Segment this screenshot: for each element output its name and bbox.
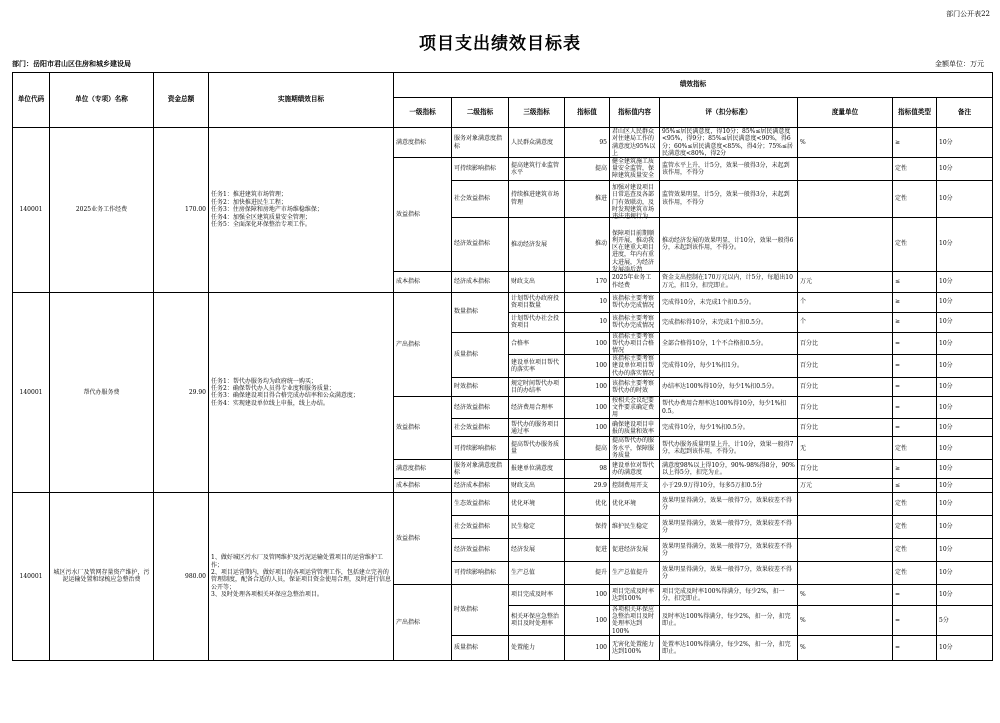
indicator-value: 保持 <box>565 516 610 539</box>
indicator-content-text: 各项相关环保应急整治项目及时处理率达到100% <box>612 606 655 635</box>
measure-unit: 百分比 <box>798 377 893 396</box>
indicator-content <box>610 479 660 493</box>
goal-task-item: 任务2：确保帮代办人员得专业度和服务质量； <box>211 384 335 392</box>
level3-indicator-text: 帮代办的服务项目通过率 <box>511 420 560 435</box>
measure-unit: 百分比 <box>798 355 893 378</box>
value-type: ≥ <box>893 292 937 312</box>
level3-indicator <box>509 355 565 378</box>
scoring-standard <box>660 396 798 419</box>
level2-indicator: 时效指标 <box>452 377 509 396</box>
scoring-standard <box>660 479 798 493</box>
level3-indicator <box>509 516 565 539</box>
level3-indicator-text: 处置能力 <box>511 644 536 652</box>
measure-unit <box>798 158 893 181</box>
header-row <box>13 73 993 98</box>
indicator-value: 推进 <box>565 180 610 217</box>
table-row <box>13 292 993 312</box>
scoring-standard-text: 处置率达100%得满分，每少2%，扣一分，扣完即止。 <box>662 640 791 655</box>
scoring-standard <box>660 377 798 396</box>
indicator-value: 10 <box>565 292 610 312</box>
table-row <box>13 128 993 158</box>
scoring-standard <box>660 158 798 181</box>
scoring-standard <box>660 539 798 562</box>
level3-indicator <box>509 292 565 312</box>
value-type: 定性 <box>893 180 937 217</box>
level3-indicator <box>509 562 565 585</box>
level3-indicator <box>509 377 565 396</box>
level3-indicator-text: 人民群众满意度 <box>511 138 554 146</box>
goal-tasks <box>209 292 394 492</box>
remark: 10分 <box>937 493 993 516</box>
goal-task-item: 1、做好城区污水厂及管网维护及污泥运输处置项目的运营维护工作； <box>211 554 383 569</box>
total-funds: 170.00 <box>154 128 209 293</box>
scoring-standard-text: 效果明显得满分，效果一般得7分，效果较差不得分 <box>662 565 792 581</box>
indicator-value: 100 <box>565 396 610 419</box>
scoring-standard-text: 完成得10分，每少1%扣1分。 <box>662 362 743 370</box>
indicator-content <box>610 377 660 396</box>
measure-unit <box>798 493 893 516</box>
level1-indicator: 产出指标 <box>394 585 452 661</box>
indicator-content-text: 该指标主要考察帮代办完成情况 <box>612 294 655 310</box>
level3-indicator-text: 推动经济发展 <box>511 240 548 248</box>
scoring-standard <box>660 419 798 437</box>
page-title: 项目支出绩效目标表 <box>419 34 581 54</box>
indicator-content-text: 项目完成及时率达到100% <box>612 587 655 603</box>
value-type: 定性 <box>893 539 937 562</box>
unit-code: 140001 <box>13 292 50 492</box>
indicator-content <box>610 180 660 221</box>
scoring-standard-text: 完成指标得10分，未完成1个扣0.5分。 <box>662 318 767 326</box>
level2-indicator: 社会效益指标 <box>452 180 509 217</box>
indicator-content-text: 该指标主要考察帮代办项目合格情况 <box>612 332 655 355</box>
scoring-standard-text: 资金支出控制在170万元以内，计5分，每超出10万元，扣1分，扣完即止。 <box>662 274 793 289</box>
scoring-standard <box>660 217 798 271</box>
value-type: 定性 <box>893 437 937 460</box>
scoring-standard-text: 及时率达100%得满分，每少2%，扣一分，扣完即止。 <box>662 613 791 628</box>
level3-indicator <box>509 437 565 460</box>
measure-unit: % <box>798 635 893 660</box>
level3-indicator <box>509 158 565 181</box>
value-type: ≤ <box>893 479 937 493</box>
scoring-standard <box>660 332 798 355</box>
indicator-value: 提高 <box>565 158 610 181</box>
level3-indicator-text: 提高帮代办服务质量 <box>511 441 560 456</box>
goal-task-item: 任务1：推进建筑市场管理； <box>211 191 287 199</box>
scoring-standard-text: 完成得10分，未完成1个扣0.5分。 <box>662 298 755 306</box>
indicator-value: 95 <box>565 128 610 158</box>
indicator-content-text: 2025年业务工作经费 <box>612 274 652 289</box>
level3-indicator <box>509 217 565 271</box>
level1-indicator: 效益指标 <box>394 396 452 459</box>
level3-indicator <box>509 419 565 437</box>
remark: 10分 <box>937 128 993 158</box>
header-value: 指标值 <box>565 98 610 128</box>
indicator-content-text: 加强对建设项目日常巡查及各部门有效联动，及时发现建筑市场违法违规行为 <box>612 184 655 221</box>
indicator-content <box>610 562 660 585</box>
goal-tasks <box>209 128 394 293</box>
remark: 10分 <box>937 271 993 292</box>
level3-indicator-text: 民生稳定 <box>511 523 536 531</box>
value-type: ≤ <box>893 271 937 292</box>
value-type: = <box>893 635 937 660</box>
indicator-value: 98 <box>565 460 610 479</box>
indicator-content <box>610 217 660 271</box>
indicator-value: 促进 <box>565 539 610 562</box>
level2-indicator: 可持续影响指标 <box>452 562 509 585</box>
remark: 10分 <box>937 516 993 539</box>
level1-indicator: 效益指标 <box>394 493 452 585</box>
scoring-standard-text: 项目完成及时率100%得满分，每少2%，扣一分，扣完即止。 <box>662 587 785 603</box>
indicator-content-text: 确保建设项目申报的质量和效率 <box>612 420 655 435</box>
scoring-standard <box>660 562 798 585</box>
measure-unit <box>798 562 893 585</box>
value-type: 定性 <box>893 562 937 585</box>
level2-indicator: 社会效益指标 <box>452 419 509 437</box>
scoring-standard-text: 满意度98%以上得10分，90%-98%得8分，90%以上得5分，扣完为止。 <box>662 461 795 477</box>
indicator-content <box>610 292 660 312</box>
header-level2: 二级指标 <box>452 98 509 128</box>
level2-indicator: 可持续影响指标 <box>452 158 509 181</box>
value-type: = <box>893 396 937 419</box>
indicator-content <box>610 460 660 479</box>
indicator-value: 100 <box>565 355 610 378</box>
goal-task-item: 任务5：全面深化环保整治专项工作。 <box>211 220 311 228</box>
indicator-content <box>610 158 660 181</box>
indicator-value: 100 <box>565 332 610 355</box>
level2-indicator: 质量指标 <box>452 635 509 660</box>
level1-indicator: 产出指标 <box>394 292 452 396</box>
measure-unit: 百分比 <box>798 332 893 355</box>
unit-code: 140001 <box>13 493 50 661</box>
indicator-content <box>610 312 660 332</box>
indicator-content <box>610 606 660 636</box>
remark: 10分 <box>937 217 993 271</box>
scoring-standard <box>660 585 798 606</box>
scoring-standard-text: 效果明显得满分，效果一般得7分，效果较差不得分 <box>662 519 792 535</box>
scoring-standard-text: 效果明显得满分，效果一般得7分，效果较差不得分 <box>662 542 792 558</box>
table-row <box>13 493 993 516</box>
header-total-funds: 资金总额 <box>154 73 209 128</box>
level2-indicator: 经济效益指标 <box>452 396 509 419</box>
indicator-content <box>610 437 660 460</box>
scoring-standard-text: 完成得10分，每少1%扣0.5分。 <box>662 424 749 432</box>
value-type: ≥ <box>893 312 937 332</box>
level3-indicator-text: 财政支出 <box>511 278 536 285</box>
scoring-standard <box>660 355 798 378</box>
value-type: ≥ <box>893 128 937 158</box>
indicator-value: 提升 <box>565 562 610 585</box>
scoring-standard <box>660 493 798 516</box>
level2-indicator: 社会效益指标 <box>452 516 509 539</box>
indicator-content-text: 该指标主要考察帮代办的时效 <box>612 379 655 394</box>
header-scoring: 评（扣分标准） <box>660 98 798 128</box>
indicator-content <box>610 332 660 355</box>
value-type: = <box>893 355 937 378</box>
project-name: 城区污水厂及管网存量资产维护，污泥运输处置和绿梳应急整治费 <box>50 493 154 661</box>
remark: 5分 <box>937 606 993 636</box>
value-type: = <box>893 332 937 355</box>
header-remark: 备注 <box>937 98 993 128</box>
indicator-value: 提高 <box>565 437 610 460</box>
measure-unit: 万元 <box>798 479 893 493</box>
value-type: = <box>893 377 937 396</box>
level3-indicator-text: 提高建筑行业监管水平 <box>511 161 560 176</box>
scoring-standard <box>660 292 798 312</box>
performance-goals-table <box>12 72 993 661</box>
level2-indicator: 经济成本指标 <box>452 479 509 493</box>
indicator-content <box>610 539 660 562</box>
measure-unit <box>798 217 893 271</box>
department-label: 部门：岳阳市君山区住房和城乡建设局 <box>12 59 131 68</box>
level3-indicator <box>509 493 565 516</box>
measure-unit: 无 <box>798 437 893 460</box>
remark: 10分 <box>937 585 993 606</box>
value-type: 定性 <box>893 217 937 271</box>
level2-indicator-text: 服务对象满意度指标 <box>454 135 503 150</box>
scoring-standard-text: 小于29.9万得10分，每多5万扣0.5分 <box>662 481 763 489</box>
level3-indicator <box>509 180 565 217</box>
measure-unit: % <box>798 128 893 158</box>
remark: 10分 <box>937 396 993 419</box>
level3-indicator-text: 计划帮代办社会投资项目 <box>511 314 560 330</box>
indicator-content <box>610 419 660 437</box>
level3-indicator <box>509 396 565 419</box>
indicator-value: 优化 <box>565 493 610 516</box>
page-table-number: 部门公开表22 <box>946 10 990 18</box>
level3-indicator-text: 经济费用合理率 <box>511 404 554 412</box>
level3-indicator <box>509 332 565 355</box>
indicator-content-text: 建设单位对帮代办的满意度 <box>612 461 655 477</box>
level3-indicator-text: 报建单位满意度 <box>511 465 554 473</box>
level3-indicator <box>509 585 565 606</box>
total-funds: 980.00 <box>154 493 209 661</box>
level3-indicator-text: 相关环保应急整治项目及时处理率 <box>511 613 560 628</box>
header-measure: 度量单位 <box>798 98 893 128</box>
scoring-standard-text: 效果明显得满分，效果一般得7分，效果较差不得分 <box>662 496 792 512</box>
value-type: 定性 <box>893 516 937 539</box>
level3-indicator-text: 规定时间帮代办项目的办结率 <box>511 379 560 394</box>
level3-indicator-text: 财政支出 <box>511 481 536 489</box>
value-type: 定性 <box>893 158 937 181</box>
remark: 10分 <box>937 479 993 493</box>
scoring-standard <box>660 271 798 292</box>
indicator-content-text: 该指标主要考察帮代办完成情况 <box>612 314 655 330</box>
indicator-content <box>610 516 660 539</box>
scoring-standard-text: 帮代办费用合理率达100%得10分，每少1%扣0.5。 <box>662 400 787 415</box>
value-type: ≥ <box>893 460 937 479</box>
measure-unit: 百分比 <box>798 419 893 437</box>
level3-indicator <box>509 271 565 292</box>
scoring-standard <box>660 128 798 158</box>
level1-indicator: 效益指标 <box>394 158 452 272</box>
measure-unit: 个 <box>798 292 893 312</box>
header-project-name: 单位（专项）名称 <box>50 73 154 128</box>
indicator-content-text: 保障项目前期顺利开展，推动我区在建重大项目进度，年内有重大进展，为经济发展添后劲 <box>612 229 655 273</box>
scoring-standard <box>660 180 798 217</box>
scoring-standard-text: 95%≤居民满意度，得10分；85%≤居民满意度<95%，得9分；85%≤居民满意度<90%，得6分；60%≤居民满意度<85%，得4分；75%≤居民满意度<80%，得2分 <box>662 128 793 157</box>
header-content: 指标值内容 <box>610 98 660 128</box>
value-type: = <box>893 606 937 636</box>
header-indicators: 绩效指标 <box>394 73 993 98</box>
remark: 10分 <box>937 635 993 660</box>
level3-indicator-text: 建设单位项目帮代的落实率 <box>511 358 560 374</box>
indicator-content-text: 促进经济发展 <box>612 546 649 554</box>
remark: 10分 <box>937 312 993 332</box>
goal-task-item: 任务3：住房保障和房地产市场维稳维保； <box>211 206 323 214</box>
indicator-content <box>610 271 660 292</box>
scoring-standard-text: 监管水平上升，计5分，效果一般得3分，未起到该作用，不得分 <box>662 161 790 176</box>
indicator-value: 10 <box>565 312 610 332</box>
level2-indicator: 数量指标 <box>452 292 509 332</box>
indicator-value: 100 <box>565 635 610 660</box>
indicator-content-text: 优化环境 <box>612 500 637 508</box>
measure-unit: 万元 <box>798 271 893 292</box>
level3-indicator-text: 项目完成及时率 <box>511 591 554 599</box>
indicator-content-text: 君山区人民群众对住建局工作的满意度达95%以上 <box>612 128 656 157</box>
scoring-standard-text: 办结率达100%得10分，每少1%扣0.5分。 <box>662 383 778 391</box>
scoring-standard <box>660 635 798 660</box>
goal-task-item: 任务3：确保建设项目得合格完成办结率和公众满意度； <box>211 392 359 400</box>
indicator-content <box>610 355 660 378</box>
indicator-value: 100 <box>565 377 610 396</box>
level3-indicator <box>509 479 565 493</box>
level3-indicator-text: 持续推进建筑市场管理 <box>511 191 560 206</box>
level1-indicator: 满意度指标 <box>394 460 452 479</box>
measure-unit: % <box>798 585 893 606</box>
indicator-content-text: 健全建筑施工质量安全监管，保障建筑质量安全 <box>612 158 655 180</box>
level3-indicator-text: 合格率 <box>511 339 530 347</box>
level3-indicator <box>509 635 565 660</box>
level2-indicator: 可持续影响指标 <box>452 437 509 460</box>
scoring-standard-text: 全部合格得10分，1个不合格扣0.5分。 <box>662 339 767 347</box>
level2-indicator: 生态效益指标 <box>452 493 509 516</box>
indicator-value: 29.9 <box>565 479 610 493</box>
scoring-standard <box>660 312 798 332</box>
indicator-content <box>610 128 660 158</box>
remark: 10分 <box>937 332 993 355</box>
header-level1: 一级指标 <box>394 98 452 128</box>
indicator-content-text: 该指标主要考察建设单位项目帮代办的落实情况 <box>612 355 655 377</box>
scoring-standard-text: 监管效果明显，计5分，效果一般得3分，未起到该作用，不得分 <box>662 191 790 206</box>
unit-code: 140001 <box>13 128 50 293</box>
remark: 10分 <box>937 158 993 181</box>
indicator-value: 170 <box>565 271 610 292</box>
scoring-standard-text: 推动经济发展的效果明显，计10分，效果一般得6分，未起到该作用，不得分。 <box>662 236 794 252</box>
level1-indicator: 成本指标 <box>394 479 452 493</box>
level3-indicator <box>509 606 565 636</box>
goal-task-item: 3、及时处理各项相关环保应急整治项目。 <box>211 591 323 599</box>
scoring-standard <box>660 606 798 636</box>
indicator-content-text: 提高帮代办的服务水平，保障服务质量 <box>612 437 655 459</box>
level3-indicator-text: 生产总值 <box>511 569 536 577</box>
indicator-content-text: 按相关会议纪要文件要求确定费用 <box>612 396 655 419</box>
goal-task-item: 任务1：帮代办服务均为政府统一购买； <box>211 377 317 385</box>
scoring-standard-text: 帮代办服务质量明显上升，计10分，效果一般得7分，未起到该作用，不得分。 <box>662 441 794 456</box>
level3-indicator <box>509 460 565 479</box>
remark: 10分 <box>937 460 993 479</box>
header-value-type: 指标值类型 <box>893 98 937 128</box>
level3-indicator-text: 经济发展 <box>511 546 536 554</box>
level1-indicator: 成本指标 <box>394 271 452 292</box>
level2-indicator <box>452 128 509 158</box>
remark: 10分 <box>937 377 993 396</box>
level2-indicator: 经济效益指标 <box>452 217 509 271</box>
remark: 10分 <box>937 292 993 312</box>
remark: 10分 <box>937 539 993 562</box>
remark: 10分 <box>937 355 993 378</box>
level1-indicator: 满意度指标 <box>394 128 452 158</box>
header-level3: 三级指标 <box>509 98 565 128</box>
indicator-value: 100 <box>565 606 610 636</box>
measure-unit <box>798 516 893 539</box>
indicator-value: 推动 <box>565 217 610 271</box>
indicator-content <box>610 493 660 516</box>
measure-unit <box>798 180 893 217</box>
remark: 10分 <box>937 437 993 460</box>
value-type: 定性 <box>893 493 937 516</box>
indicator-content <box>610 396 660 419</box>
indicator-content <box>610 585 660 606</box>
value-type: = <box>893 585 937 606</box>
remark: 10分 <box>937 419 993 437</box>
remark: 10分 <box>937 562 993 585</box>
remark: 10分 <box>937 180 993 217</box>
measure-unit: % <box>798 606 893 636</box>
indicator-content-text: 无害化处置能力达到100% <box>612 640 655 655</box>
scoring-standard <box>660 437 798 460</box>
total-funds: 29.90 <box>154 292 209 492</box>
level3-indicator <box>509 312 565 332</box>
goal-task-item: 任务2：加快推进民生工程； <box>211 198 287 206</box>
indicator-content-text: 控制费用开支 <box>612 481 649 489</box>
level2-indicator: 质量指标 <box>452 332 509 377</box>
scoring-standard <box>660 516 798 539</box>
level2-indicator: 经济效益指标 <box>452 539 509 562</box>
header-goal: 实施期绩效目标 <box>209 73 394 128</box>
level2-indicator: 经济成本指标 <box>452 271 509 292</box>
level3-indicator-text: 优化环境 <box>511 500 536 508</box>
indicator-content-text: 生产总值提升 <box>612 569 649 577</box>
goal-task-item: 2、项目运营期内，做好项目的各项运营管理工作，包括建立完善的管理制度，配备合适的人员，保证项目资金使用合理，及时进行信息公开等； <box>211 569 392 591</box>
indicator-content <box>610 635 660 660</box>
indicator-value: 100 <box>565 419 610 437</box>
project-name: 2025业务工作经费 <box>50 128 154 293</box>
level2-indicator: 时效指标 <box>452 585 509 636</box>
indicator-content-text: 维护民生稳定 <box>612 523 649 531</box>
level3-indicator-text: 计划帮代办政府投资项目数量 <box>511 294 560 310</box>
goal-tasks <box>209 493 394 661</box>
value-type: = <box>893 419 937 437</box>
project-name: 帮代办服务费 <box>50 292 154 492</box>
level3-indicator <box>509 128 565 158</box>
measure-unit: 个 <box>798 312 893 332</box>
measure-unit <box>798 539 893 562</box>
amount-unit-label: 金额单位：万元 <box>935 60 984 68</box>
level2-indicator: 服务对象满意度指标 <box>452 460 509 479</box>
indicator-value: 100 <box>565 585 610 606</box>
goal-task-item: 任务4：实现建设单位线上申报，线上办结。 <box>211 399 329 407</box>
scoring-standard <box>660 460 798 479</box>
header-unit-code: 单位代码 <box>13 73 50 128</box>
measure-unit: 百分比 <box>798 396 893 419</box>
measure-unit: 百分比 <box>798 460 893 479</box>
level3-indicator <box>509 539 565 562</box>
goal-task-item: 任务4：加强全区建筑质量安全管理； <box>211 213 311 221</box>
